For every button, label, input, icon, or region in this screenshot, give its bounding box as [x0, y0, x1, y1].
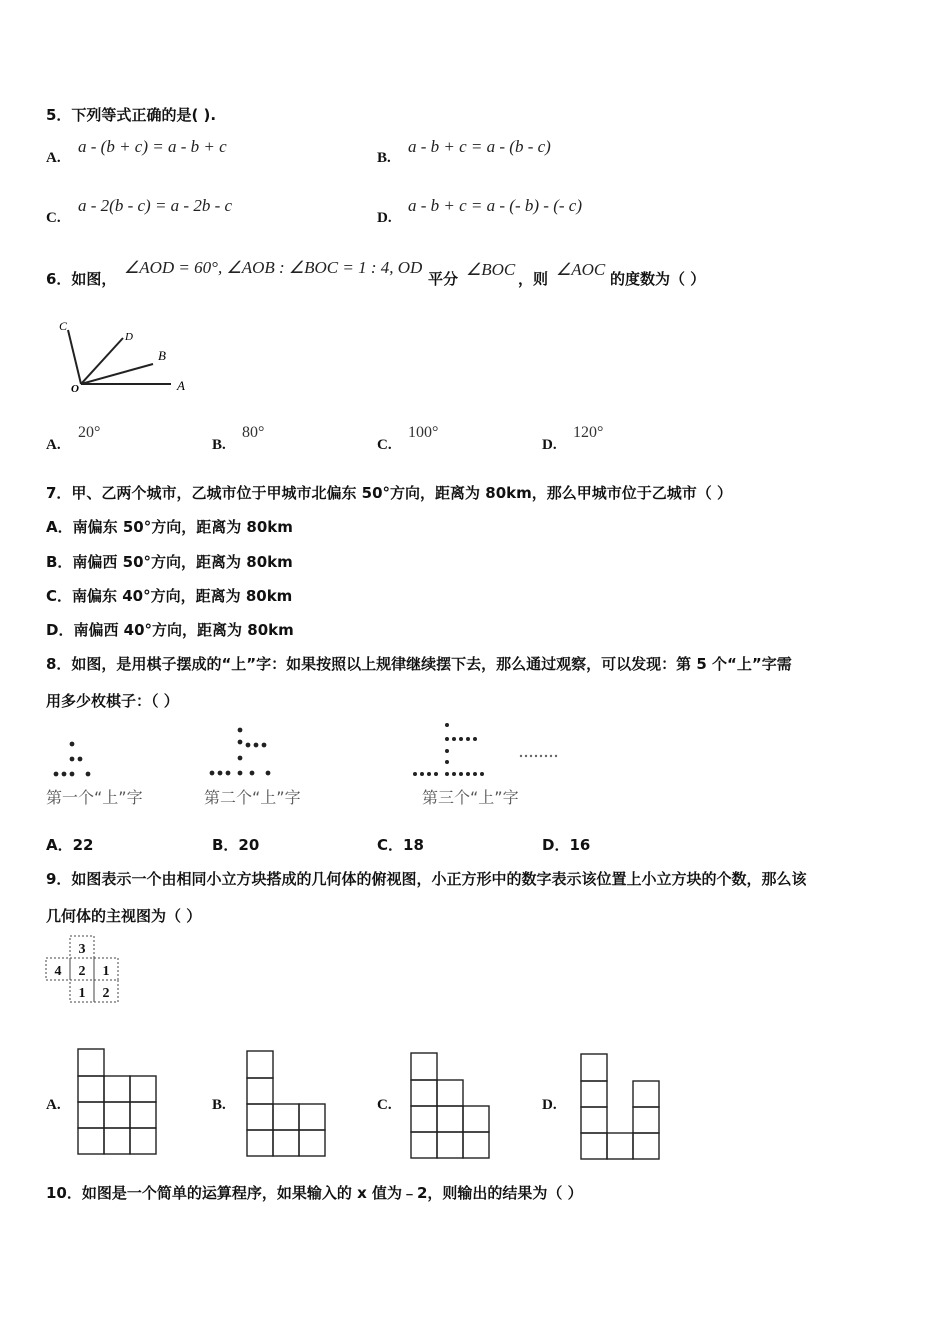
- q5-option-a-label[interactable]: A.: [46, 150, 61, 166]
- q7-stem: 7．甲、乙两个城市，乙城市位于甲城市北偏东 50°方向，距离为 80km，那么甲城市位于乙城市（ ）: [46, 484, 732, 502]
- q6-option-c-label[interactable]: C.: [377, 437, 392, 453]
- q8-option-a[interactable]: A．22: [46, 836, 94, 854]
- q8-option-b[interactable]: B．20: [212, 836, 260, 854]
- q6-mid: 平分: [428, 270, 459, 288]
- q6-prefix: 6．如图，: [46, 270, 117, 288]
- grid-number-top: 3: [78, 942, 86, 957]
- q6-angle-boc: ∠BOC: [466, 260, 516, 279]
- q7-option-d[interactable]: D．南偏西 40°方向，距离为 80km: [46, 621, 294, 639]
- q6-condition: ∠AOD = 60°, ∠AOB : ∠BOC = 1 : 4, OD: [124, 258, 423, 277]
- label-d: D: [125, 331, 133, 343]
- ray-oc: [68, 330, 81, 384]
- q6-mid2: ，则: [518, 270, 549, 288]
- grid-number-bottom-right: 2: [102, 986, 110, 1001]
- ray-od: [81, 338, 123, 384]
- q8-chess-figure-1: [50, 738, 110, 783]
- q9-stem-line2: 几何体的主视图为（ ）: [46, 907, 202, 925]
- q6-option-a-value: 20°: [78, 424, 101, 441]
- q9-top-view-grid: [44, 934, 124, 1006]
- q10-stem: 10．如图是一个简单的运算程序，如果输入的 x 值为﹣2，则输出的结果为（ ）: [46, 1184, 583, 1202]
- q9-option-c-front-view: [410, 1052, 492, 1160]
- q8-chess-figure-2: [206, 724, 276, 782]
- q8-option-d[interactable]: D．16: [542, 836, 591, 854]
- q5-option-d-expr: a - b + c = a - (- b) - (- c): [408, 196, 582, 215]
- q6-option-d-label[interactable]: D.: [542, 437, 557, 453]
- q9-option-a-front-view: [77, 1048, 159, 1156]
- q9-option-d-label[interactable]: D.: [542, 1097, 557, 1113]
- grid-number-mid-center: 2: [78, 964, 86, 979]
- q5-option-c-label[interactable]: C.: [46, 210, 61, 226]
- q8-stem-line2: 用多少枚棋子：（ ）: [46, 692, 179, 710]
- q8-caption-1: 第一个“上”字: [46, 788, 143, 807]
- q6-option-c-value: 100°: [408, 424, 439, 441]
- grid-number-bottom-center: 1: [78, 986, 86, 1001]
- q5-option-b-expr: a - b + c = a - (b - c): [408, 137, 551, 156]
- q8-ellipsis-dots: [518, 752, 562, 760]
- q5-stem: 5．下列等式正确的是( ).: [46, 106, 217, 124]
- label-c: C: [59, 319, 68, 333]
- ray-ob: [81, 364, 153, 384]
- label-a: A: [177, 378, 185, 393]
- q5-option-b-label[interactable]: B.: [377, 150, 391, 166]
- q8-caption-2: 第二个“上”字: [204, 788, 301, 807]
- q6-option-b-label[interactable]: B.: [212, 437, 226, 453]
- q9-stem-line1: 9．如图表示一个由相同小立方块搭成的几何体的俯视图，小正方形中的数字表示该位置上小立方块的个数，那么该: [46, 870, 807, 888]
- q5-option-a-expr: a - (b + c) = a - b + c: [78, 137, 227, 156]
- q6-option-d-value: 120°: [573, 424, 604, 441]
- q9-option-d-front-view: [580, 1053, 662, 1161]
- q5-option-d-label[interactable]: D.: [377, 210, 392, 226]
- grid-number-mid-left: 4: [54, 964, 62, 979]
- q7-option-c[interactable]: C．南偏东 40°方向，距离为 80km: [46, 587, 293, 605]
- q8-caption-3: 第三个“上”字: [422, 788, 519, 807]
- q6-angle-figure: [55, 318, 195, 398]
- q5-option-c-expr: a - 2(b - c) = a - 2b - c: [78, 196, 233, 215]
- grid-number-mid-right: 1: [102, 964, 110, 979]
- q9-option-b-label[interactable]: B.: [212, 1097, 226, 1113]
- q8-option-c[interactable]: C．18: [377, 836, 424, 854]
- q6-angle-aoc: ∠AOC: [556, 260, 606, 279]
- q9-option-b-front-view: [246, 1050, 328, 1158]
- q8-stem-line1: 8．如图，是用棋子摆成的“上”字：如果按照以上规律继续摆下去，那么通过观察，可以发现：第 5 个“上”字需: [46, 655, 792, 673]
- q6-suffix: 的度数为（ ）: [610, 270, 706, 288]
- label-o: O: [71, 383, 79, 395]
- q6-option-b-value: 80°: [242, 424, 265, 441]
- q6-option-a-label[interactable]: A.: [46, 437, 61, 453]
- q7-option-b[interactable]: B．南偏西 50°方向，距离为 80km: [46, 553, 293, 571]
- q7-option-a[interactable]: A．南偏东 50°方向，距离为 80km: [46, 518, 293, 536]
- label-b: B: [158, 348, 166, 363]
- q8-chess-figure-3: [410, 718, 490, 782]
- q9-option-a-label[interactable]: A.: [46, 1097, 61, 1113]
- q9-option-c-label[interactable]: C.: [377, 1097, 392, 1113]
